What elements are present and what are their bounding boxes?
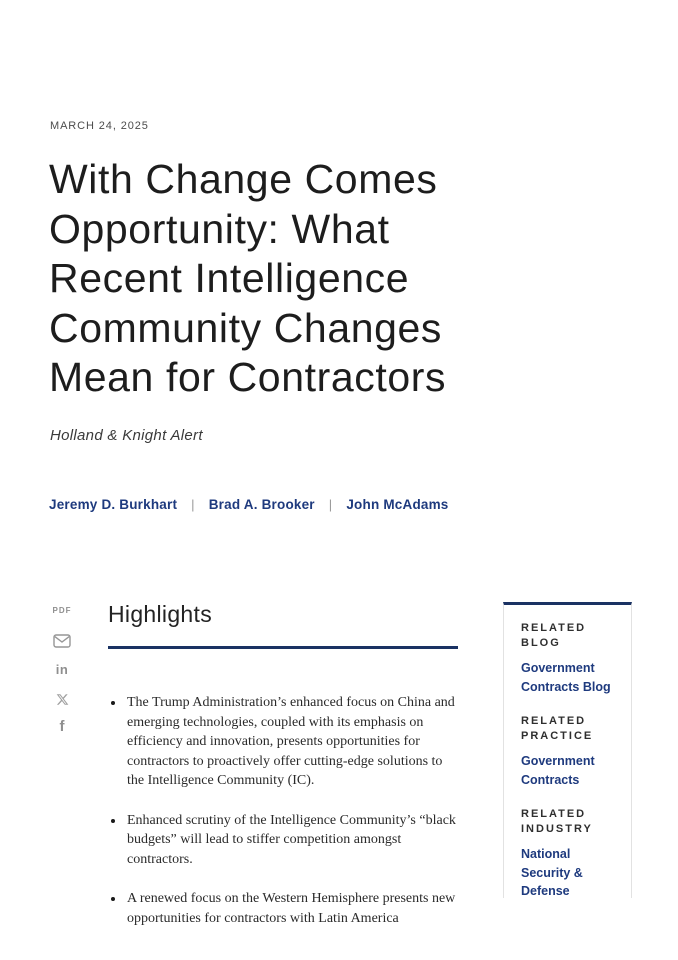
related-blog-heading: RELATED BLOG: [521, 622, 587, 649]
article-title-line: Community Changes: [49, 304, 443, 351]
article-date: MARCH 24, 2025: [50, 120, 149, 132]
article-title-line: Recent Intelligence: [49, 255, 410, 301]
related-blog-link-government-contracts-blog[interactable]: Government Contracts Blog: [521, 661, 611, 694]
related-industry-link-national-security-defense[interactable]: National Security & Defense: [521, 847, 583, 898]
email-share-button[interactable]: [48, 634, 76, 648]
author-separator: |: [328, 497, 333, 512]
related-industry-heading: RELATED INDUSTRY: [521, 808, 593, 835]
article-title-line: Mean for Contractors: [49, 354, 447, 400]
author-link-john-mcadams[interactable]: John McAdams: [346, 497, 449, 512]
highlights-divider: [108, 646, 458, 649]
authors-row: [49, 497, 449, 512]
share-rail: [48, 604, 76, 754]
facebook-share-button[interactable]: [48, 718, 76, 735]
article-title: [49, 155, 609, 403]
author-separator: |: [191, 497, 195, 512]
highlight-bullet: • A renewed focus on the Western Hemisphere presents new opportunities for contractors with Latin America: [125, 889, 458, 928]
highlights-heading: Highlights: [108, 601, 212, 627]
related-practice-section: [521, 714, 623, 789]
pdf-download-button[interactable]: PDF: [52, 606, 72, 615]
highlights-section: [108, 601, 458, 928]
envelope-icon: [48, 634, 76, 648]
related-blog-section: [521, 621, 623, 696]
author-link-brad-brooker[interactable]: Brad A. Brooker: [208, 497, 315, 512]
linkedin-share-button[interactable]: [48, 662, 76, 677]
article-subtitle: Holland & Knight Alert: [50, 427, 203, 444]
highlight-bullet: • Enhanced scrutiny of the Intelligence Community’s “black budgets” will lead to stiffer competition amongst contractors.: [125, 811, 458, 870]
x-share-button[interactable]: [48, 693, 76, 706]
related-practice-heading: RELATED PRACTICE: [521, 715, 594, 742]
related-practice-link-government-contracts[interactable]: Government Contracts: [521, 754, 595, 787]
related-sidebar: [503, 602, 632, 898]
highlight-bullet: • The Trump Administration’s enhanced focus on China and emerging technologies, coupled with its emphasis on efficiency and innovation, presents opportunities for contractors to proactively offer cutting-edge solutions to the Intelligence Community (IC).: [125, 693, 458, 791]
related-industry-section: [521, 807, 623, 898]
highlights-list: [108, 693, 458, 928]
x-logo-icon: [48, 693, 76, 706]
article-title-line: Opportunity: What: [49, 205, 390, 252]
author-link-jeremy-burkhart[interactable]: Jeremy D. Burkhart: [49, 497, 178, 512]
article-title-line: With Change Comes: [49, 156, 438, 202]
linkedin-icon: in: [55, 662, 69, 677]
facebook-icon: f: [59, 718, 65, 735]
